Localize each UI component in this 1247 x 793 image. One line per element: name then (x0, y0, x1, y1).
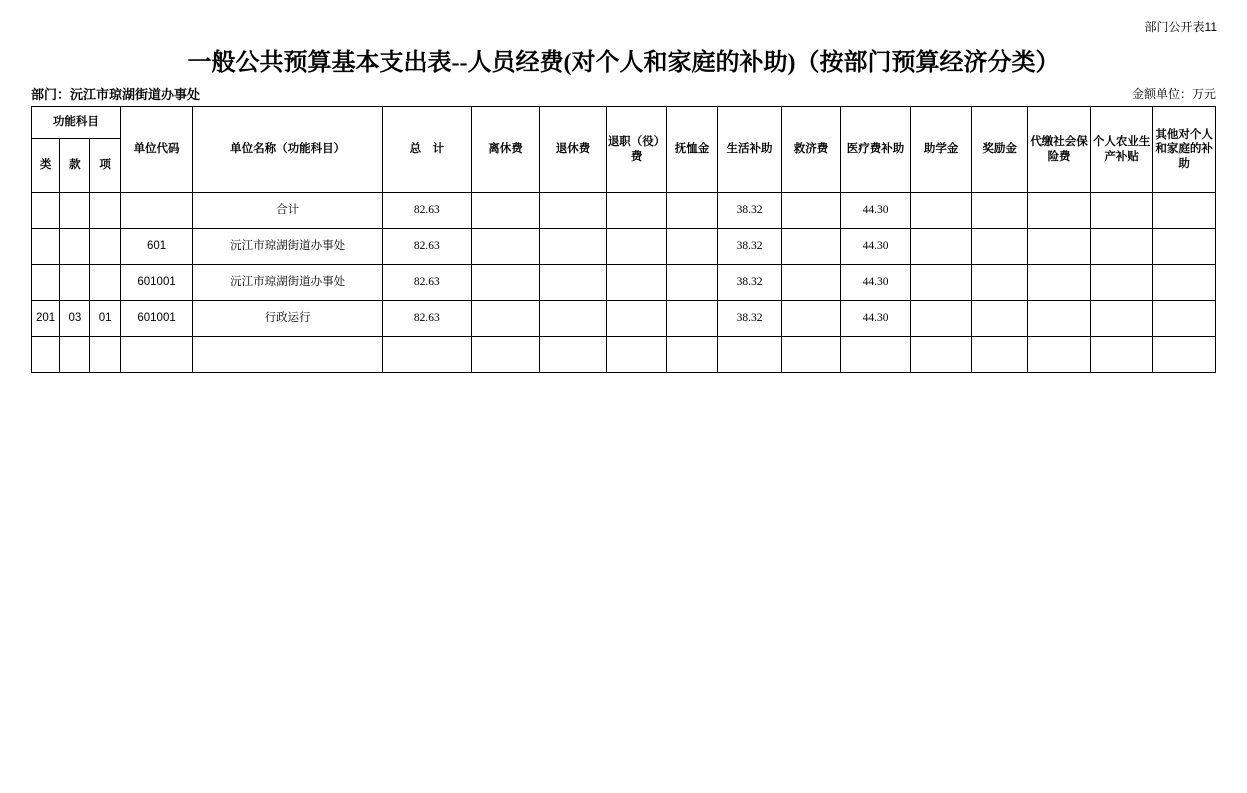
cell-total: 82.63 (382, 301, 471, 337)
cell-retire-li (471, 337, 540, 373)
table-row (32, 301, 1216, 337)
cell-tuition (911, 337, 972, 373)
cell-award (971, 301, 1027, 337)
budget-table (31, 106, 1216, 373)
cell-medical (840, 337, 911, 373)
cell-farm-subsidy (1090, 265, 1153, 301)
cell-award (971, 193, 1027, 229)
cell-section (60, 229, 90, 265)
cell-social-insurance (1028, 193, 1091, 229)
cell-section: 03 (60, 301, 90, 337)
cell-pension (667, 337, 717, 373)
cell-tuition (911, 301, 972, 337)
cell-relief (782, 301, 840, 337)
cell-resign (606, 229, 667, 265)
table-row (32, 337, 1216, 373)
cell-class (32, 229, 60, 265)
cell-relief (782, 337, 840, 373)
cell-retire-tui (540, 193, 607, 229)
cell-resign (606, 265, 667, 301)
cell-resign (606, 301, 667, 337)
cell-item (90, 265, 120, 301)
header-section: 款 (60, 139, 90, 193)
cell-award (971, 265, 1027, 301)
header-relief: 救济费 (782, 107, 840, 193)
header-function-group: 功能科目 (32, 107, 121, 139)
cell-tuition (911, 265, 972, 301)
cell-social-insurance (1028, 301, 1091, 337)
cell-class (32, 265, 60, 301)
cell-retire-tui (540, 301, 607, 337)
cell-farm-subsidy (1090, 193, 1153, 229)
cell-unit-code: 601001 (120, 265, 193, 301)
cell-retire-li (471, 301, 540, 337)
header-medical: 医疗费补助 (840, 107, 911, 193)
cell-total: 82.63 (382, 265, 471, 301)
cell-total: 82.63 (382, 229, 471, 265)
header-award: 奖励金 (971, 107, 1027, 193)
cell-class (32, 193, 60, 229)
cell-living: 38.32 (717, 265, 782, 301)
table-row (32, 265, 1216, 301)
cell-item (90, 229, 120, 265)
table-body (32, 193, 1216, 373)
table-row (32, 193, 1216, 229)
cell-relief (782, 229, 840, 265)
header-class: 类 (32, 139, 60, 193)
cell-other (1153, 301, 1216, 337)
department-label: 部门：沅江市琼湖街道办事处 (31, 87, 201, 102)
cell-living: 38.32 (717, 229, 782, 265)
header-other-subsidy: 其他对个人和家庭的补助 (1153, 107, 1216, 193)
cell-unit-name: 行政运行 (193, 301, 383, 337)
cell-medical: 44.30 (840, 193, 911, 229)
cell-resign (606, 193, 667, 229)
cell-unit-name (193, 337, 383, 373)
cell-item: 01 (90, 301, 120, 337)
header-unit-name: 单位名称（功能科目） (193, 107, 383, 193)
table-header-group-row (32, 107, 1216, 139)
form-number-note: 部门公开表11 (1144, 20, 1217, 34)
header-living-allowance: 生活补助 (717, 107, 782, 193)
cell-other (1153, 265, 1216, 301)
amount-unit-label: 金额单位：万元 (1131, 87, 1216, 101)
cell-pension (667, 193, 717, 229)
cell-section (60, 265, 90, 301)
cell-retire-tui (540, 229, 607, 265)
cell-farm-subsidy (1090, 301, 1153, 337)
cell-social-insurance (1028, 265, 1091, 301)
cell-pension (667, 265, 717, 301)
cell-unit-name: 合计 (193, 193, 383, 229)
cell-medical: 44.30 (840, 229, 911, 265)
cell-class: 201 (32, 301, 60, 337)
header-retire-tui: 退休费 (540, 107, 607, 193)
header-pension: 抚恤金 (667, 107, 717, 193)
cell-retire-li (471, 265, 540, 301)
cell-section (60, 337, 90, 373)
cell-medical: 44.30 (840, 265, 911, 301)
header-farm-subsidy: 个人农业生产补贴 (1090, 107, 1153, 193)
header-total: 总 计 (382, 107, 471, 193)
cell-other (1153, 229, 1216, 265)
cell-section (60, 193, 90, 229)
header-social-insurance: 代缴社会保险费 (1028, 107, 1091, 193)
cell-social-insurance (1028, 229, 1091, 265)
cell-relief (782, 193, 840, 229)
cell-living (717, 337, 782, 373)
cell-item (90, 337, 120, 373)
header-unit-code: 单位代码 (120, 107, 193, 193)
cell-pension (667, 229, 717, 265)
cell-unit-code (120, 337, 193, 373)
header-resign: 退职（役）费 (606, 107, 667, 193)
cell-unit-code: 601001 (120, 301, 193, 337)
header-item: 项 (90, 139, 120, 193)
cell-unit-code (120, 193, 193, 229)
cell-item (90, 193, 120, 229)
cell-total (382, 337, 471, 373)
cell-farm-subsidy (1090, 229, 1153, 265)
cell-class (32, 337, 60, 373)
cell-resign (606, 337, 667, 373)
cell-retire-li (471, 229, 540, 265)
cell-pension (667, 301, 717, 337)
cell-living: 38.32 (717, 193, 782, 229)
cell-retire-tui (540, 265, 607, 301)
cell-unit-name: 沅江市琼湖街道办事处 (193, 265, 383, 301)
cell-retire-tui (540, 337, 607, 373)
header-retire-li: 离休费 (471, 107, 540, 193)
cell-other (1153, 337, 1216, 373)
cell-relief (782, 265, 840, 301)
cell-unit-name: 沅江市琼湖街道办事处 (193, 229, 383, 265)
cell-award (971, 337, 1027, 373)
header-tuition: 助学金 (911, 107, 972, 193)
cell-unit-code: 601 (120, 229, 193, 265)
cell-medical: 44.30 (840, 301, 911, 337)
cell-social-insurance (1028, 337, 1091, 373)
cell-tuition (911, 193, 972, 229)
page-title: 一般公共预算基本支出表--人员经费(对个人和家庭的补助)（按部门预算经济分类） (187, 50, 1060, 76)
cell-tuition (911, 229, 972, 265)
cell-farm-subsidy (1090, 337, 1153, 373)
cell-retire-li (471, 193, 540, 229)
cell-other (1153, 193, 1216, 229)
cell-total: 82.63 (382, 193, 471, 229)
cell-living: 38.32 (717, 301, 782, 337)
table-row (32, 229, 1216, 265)
cell-award (971, 229, 1027, 265)
